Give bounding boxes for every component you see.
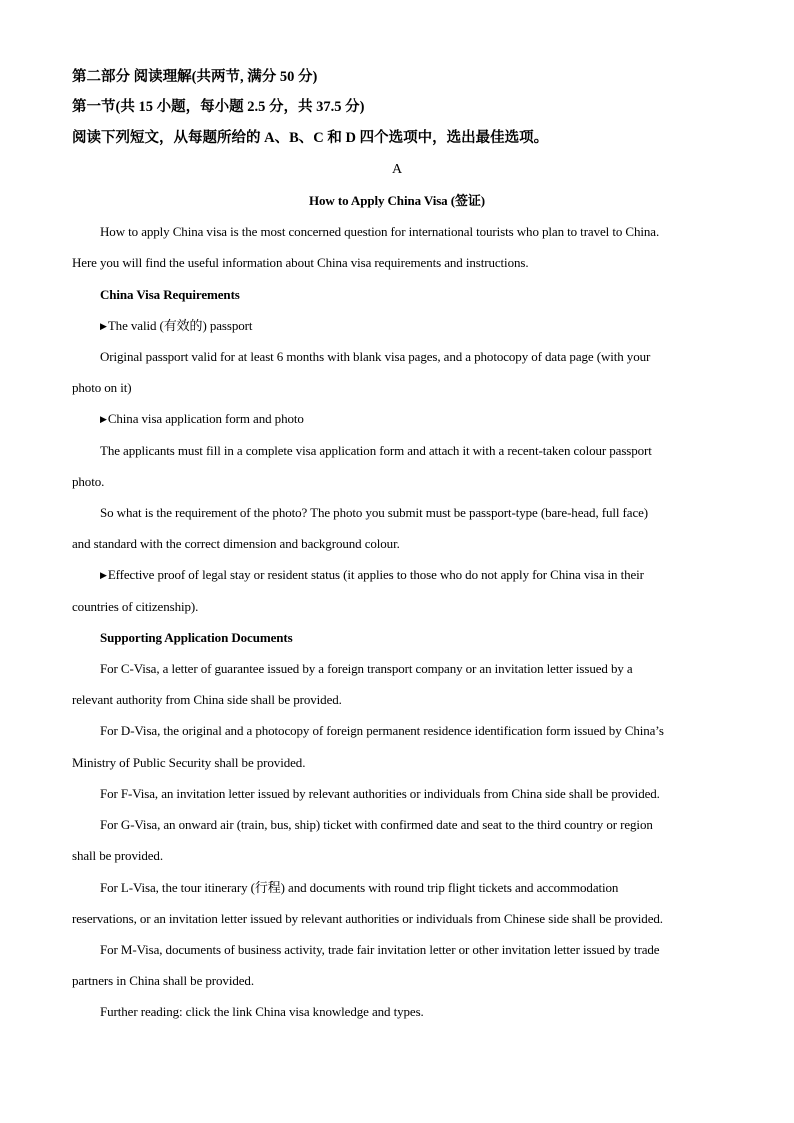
- requirement-form-title: [100, 410, 304, 429]
- l-visa-text-2: reservations, or an invitation letter issued by relevant authorities or individuals from Chinese side shall be provided.: [72, 911, 663, 926]
- further-reading-text: Further reading: click the link China visa knowledge and types.: [100, 1004, 424, 1019]
- requirement-passport-title: [100, 317, 252, 336]
- requirement-status-text-2: countries of citizenship).: [72, 599, 199, 614]
- d-visa-text-2: Ministry of Public Security shall be provided.: [72, 755, 306, 770]
- requirement-photo-text-2: and standard with the correct dimension and background colour.: [72, 536, 400, 551]
- requirement-status-title: [100, 566, 644, 585]
- requirement-passport-text-1: Original passport valid for at least 6 months with blank visa pages, and a photocopy of data page (with your: [100, 349, 651, 364]
- g-visa-text-2: shall be provided.: [72, 848, 163, 863]
- requirement-passport-text-2: photo on it): [72, 380, 132, 395]
- m-visa-text-2: partners in China shall be provided.: [72, 973, 254, 988]
- bullet-triangle-icon: ▶: [100, 321, 107, 331]
- instruction-text: 阅读下列短文，从每题所给的 A、B、C 和 D 四个选项中，选出最佳选项。: [72, 130, 549, 146]
- requirement-form-text-1: The applicants must fill in a complete visa application form and attach it with a recent-taken colour passport: [100, 443, 652, 458]
- part-heading: 第二部分 阅读理解(共两节, 满分 50 分): [72, 69, 318, 85]
- intro-line-1: How to apply China visa is the most concerned question for international tourists who plan to travel to China.: [100, 224, 660, 239]
- c-visa-text-1: For C-Visa, a letter of guarantee issued by a foreign transport company or an invitation letter issued by a: [100, 661, 633, 676]
- requirement-form-label: China visa application form and photo: [107, 411, 304, 426]
- g-visa-text-1: For G-Visa, an onward air (train, bus, ship) ticket with confirmed date and seat to the third country or region: [100, 817, 653, 832]
- d-visa-text-1: For D-Visa, the original and a photocopy of foreign permanent residence identification form issued by China’s: [100, 723, 664, 738]
- requirement-passport-label: The valid (有效的) passport: [107, 318, 253, 333]
- section-heading: 第一节(共 15 小题，每小题 2.5 分，共 37.5 分): [72, 99, 365, 115]
- requirements-heading: China Visa Requirements: [100, 287, 240, 302]
- f-visa-text-1: For F-Visa, an invitation letter issued by relevant authorities or individuals from China side shall be provided.: [100, 786, 660, 801]
- passage-letter: A: [391, 162, 402, 177]
- intro-line-2: Here you will find the useful information about China visa requirements and instructions.: [72, 255, 529, 270]
- m-visa-text-1: For M-Visa, documents of business activity, trade fair invitation letter or other invitation letter issued by trade: [100, 942, 660, 957]
- bullet-triangle-icon: ▶: [100, 414, 107, 424]
- l-visa-text-1: For L-Visa, the tour itinerary (行程) and documents with round trip flight tickets and accommodation: [100, 880, 619, 895]
- requirement-status-label: Effective proof of legal stay or resident status (it applies to those who do not apply for China visa in their: [107, 567, 644, 582]
- requirement-photo-text-1: So what is the requirement of the photo? The photo you submit must be passport-type (bare-head, full face): [100, 505, 649, 520]
- passage-title: How to Apply China Visa (签证): [309, 193, 485, 208]
- documents-heading: Supporting Application Documents: [100, 630, 293, 645]
- requirement-form-text-2: photo.: [72, 474, 105, 489]
- c-visa-text-2: relevant authority from China side shall be provided.: [72, 692, 342, 707]
- bullet-triangle-icon: ▶: [100, 570, 107, 580]
